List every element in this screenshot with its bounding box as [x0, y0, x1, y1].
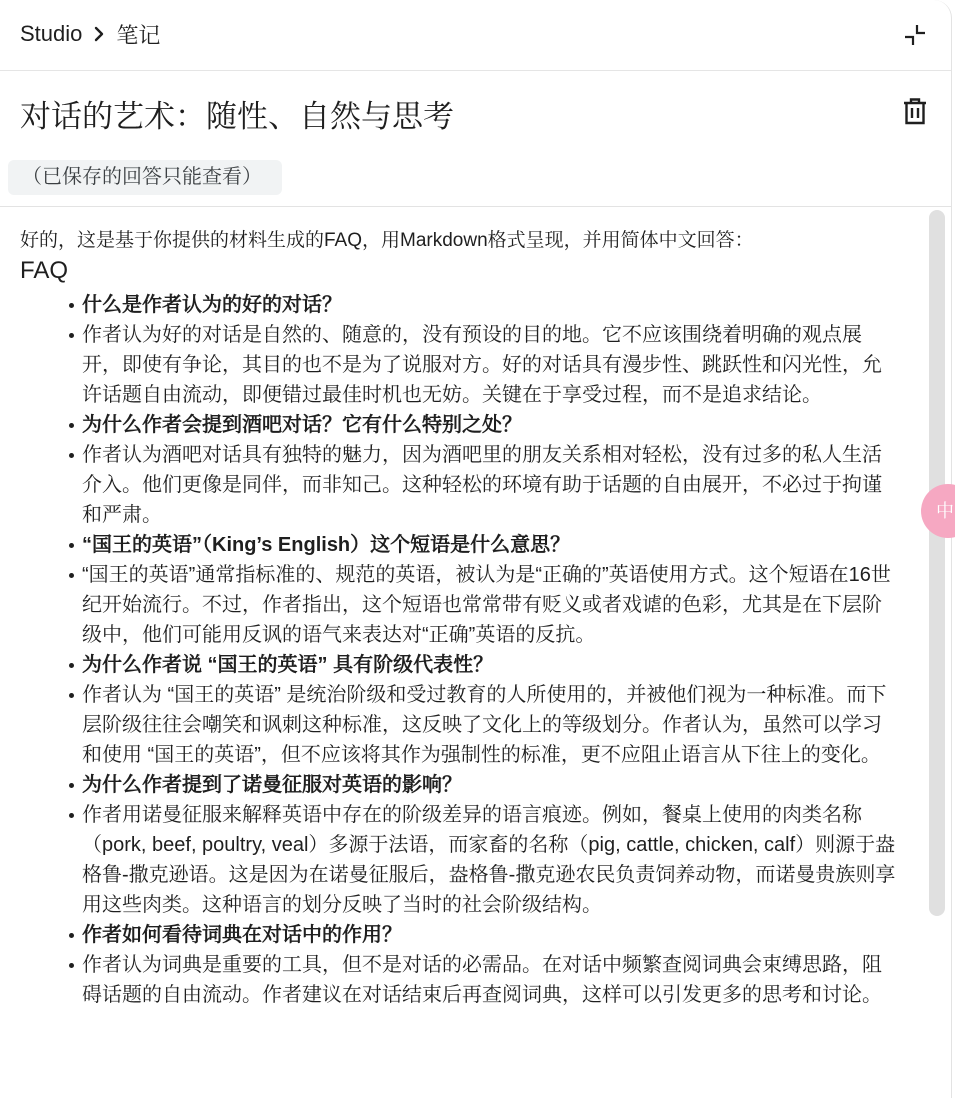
faq-answer: 作者认为词典是重要的工具，但不是对话的必需品。在对话中频繁查阅词典会束缚思路，阻碍话题的自由流动。作者建议在对话结束后再查阅词典，这样可以引发更多的思考和讨论。: [0, 950, 920, 1010]
faq-question: 为什么作者提到了诺曼征服对英语的影响？: [0, 770, 920, 800]
chevron-right-icon: [88, 23, 110, 45]
scrollbar[interactable]: [929, 210, 945, 916]
faq-answer: 作者认为好的对话是自然的、随意的，没有预设的目的地。它不应该围绕着明确的观点展开，即使有争论，其目的也不是为了说服对方。好的对话具有漫步性、跳跃性和闪光性，允许话题自由流动，即便错过最佳时机也无妨。关键在于享受过程，而不是追求结论。: [0, 320, 920, 410]
breadcrumb: [20, 18, 160, 50]
faq-list: [0, 290, 920, 1010]
faq-heading: FAQ: [20, 257, 69, 284]
trash-icon[interactable]: [899, 95, 931, 127]
faq-answer: 作者用诺曼征服来解释英语中存在的阶级差异的语言痕迹。例如，餐桌上使用的肉类名称（pork, beef, poultry, veal）多源于法语，而家畜的名称（pig, cattle, chicken, calf）则源于盎格鲁-撒克逊语。这是因为在诺曼征服后，盎格鲁-撒克逊农民负责饲养动物，而诺曼贵族则享用这些肉类。这种语言的划分反映了当时的社会阶级结构。: [0, 800, 920, 920]
translate-badge[interactable]: 中: [921, 484, 955, 538]
note-content: [0, 207, 951, 1098]
faq-answer: 作者认为酒吧对话具有独特的魅力，因为酒吧里的朋友关系相对轻松，没有过多的私人生活介入。他们更像是同伴，而非知己。这种轻松的环境有助于话题的自由展开，不必过于拘谨和严肃。: [0, 440, 920, 530]
faq-question: “国王的英语”（King’s English）这个短语是什么意思？: [0, 530, 920, 560]
faq-question: 什么是作者认为的好的对话？: [0, 290, 920, 320]
breadcrumb-studio-link[interactable]: Studio: [20, 21, 83, 46]
faq-question: 为什么作者说 “国王的英语” 具有阶级代表性？: [0, 650, 920, 680]
faq-answer: 作者认为 “国王的英语” 是统治阶级和受过教育的人所使用的，并被他们视为一种标准。而下层阶级往往会嘲笑和讽刺这种标准，这反映了文化上的等级划分。作者认为，虽然可以学习和使用 “国王的英语”，但不应该将其作为强制性的标准，更不应阻止语言从下往上的变化。: [0, 680, 920, 770]
top-bar: [0, 0, 951, 71]
faq-question: 作者如何看待词典在对话中的作用？: [0, 920, 920, 950]
title-row: [0, 71, 951, 153]
faq-answer: “国王的英语”通常指标准的、规范的英语，被认为是“正确的”英语使用方式。这个短语在16世纪开始流行。不过，作者指出，这个短语也常常带有贬义或者戏谑的色彩，尤其是在下层阶级中，他们可能用反讽的语气来表达对“正确”英语的反抗。: [0, 560, 920, 650]
faq-question: 为什么作者会提到酒吧对话？它有什么特别之处？: [0, 410, 920, 440]
breadcrumb-current: 笔记: [116, 22, 161, 48]
intro-text: 好的，这是基于你提供的材料生成的FAQ，用Markdown格式呈现，并用简体中文回答：: [20, 230, 754, 251]
saved-notice-chip: （已保存的回答只能查看）: [8, 160, 282, 195]
note-title: 对话的艺术：随性、自然与思考: [20, 99, 454, 134]
collapse-icon[interactable]: [902, 22, 928, 48]
